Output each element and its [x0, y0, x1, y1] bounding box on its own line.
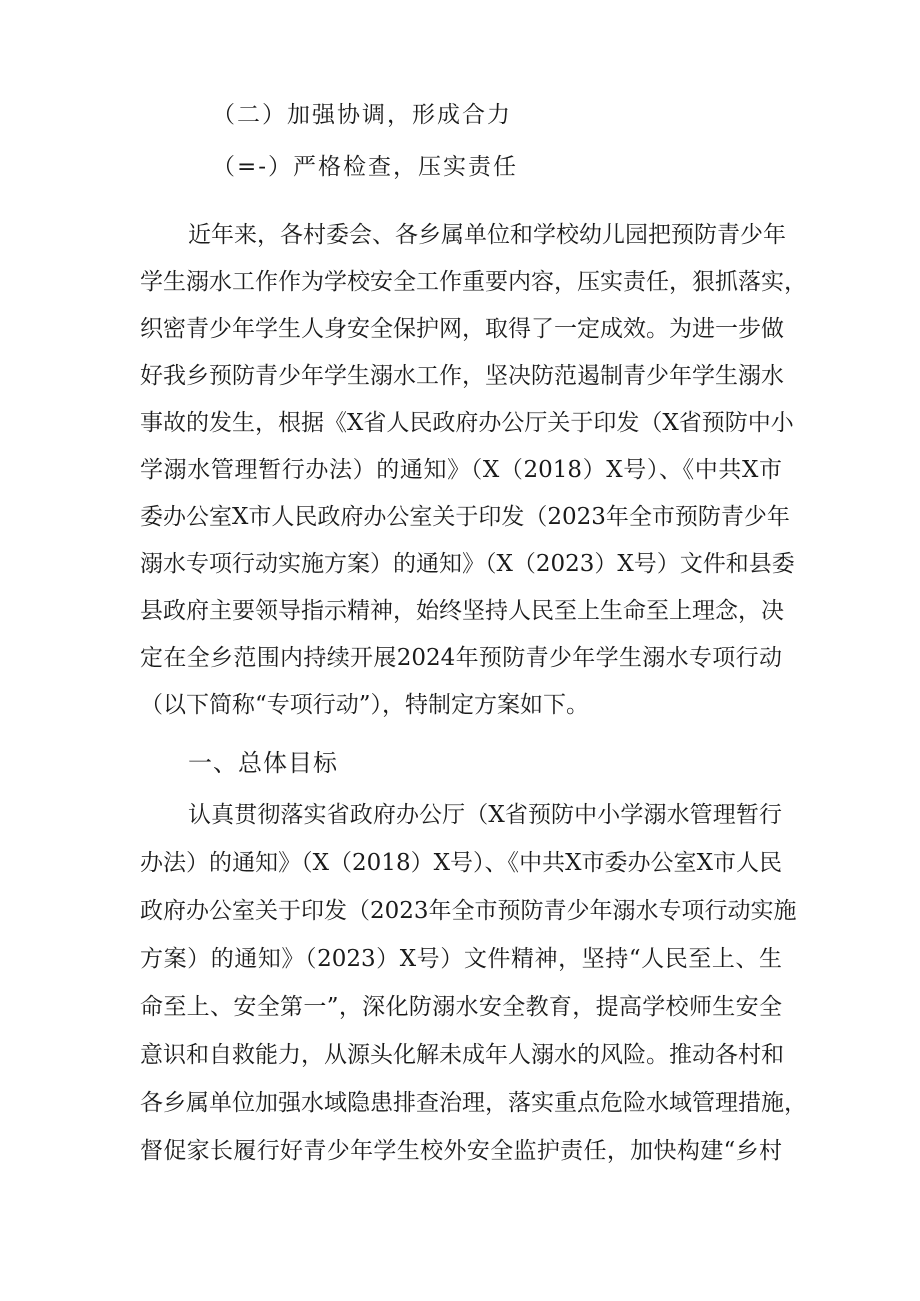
paragraph-line: 命至上、安全第一”，深化防溺水安全教育，提高学校师生安全	[140, 994, 782, 1020]
heading-item-3: （=-）严格检查，压实责任	[212, 154, 519, 180]
paragraph-line: 办法）的通知》（X（2018）X号）、《中共X市委办公室X市人民	[140, 850, 782, 876]
paragraph-line: 委办公室X市人民政府办公室关于印发（2023年全市预防青少年	[140, 504, 790, 530]
paragraph-line: 好我乡预防青少年学生溺水工作，坚决防范遏制青少年学生溺水	[140, 363, 784, 389]
paragraph-line: （以下简称“专项行动”），特制定方案如下。	[140, 692, 590, 718]
paragraph-line: 学溺水管理暂行办法）的通知》（X（2018）X号）、《中共X市	[140, 457, 782, 483]
paragraph-line: 方案）的通知》（2023）X号）文件精神，坚持“人民至上、生	[140, 946, 782, 972]
paragraph-line: 织密青少年学生人身安全保护网，取得了一定成效。为进一步做	[140, 316, 784, 342]
paragraph-line: 学生溺水工作作为学校安全工作重要内容，压实责任，狠抓落实，	[140, 269, 807, 295]
paragraph-line: 近年来，各村委会、各乡属单位和学校幼儿园把预防青少年	[188, 222, 786, 248]
paragraph-line: 督促家长履行好青少年学生校外安全监护责任，加快构建“乡村	[140, 1138, 782, 1164]
paragraph-line: 认真贯彻落实省政府办公厅（X省预防中小学溺水管理暂行	[188, 802, 782, 828]
heading-item-2: （二）加强协调，形成合力	[212, 102, 512, 128]
paragraph-line: 县政府主要领导指示精神，始终坚持人民至上生命至上理念，决	[140, 598, 784, 624]
paragraph-line: 定在全乡范围内持续开展2024年预防青少年学生溺水专项行动	[140, 645, 782, 671]
paragraph-line: 溺水专项行动实施方案）的通知》（X（2023）X号）文件和县委	[140, 551, 795, 577]
paragraph-line: 各乡属单位加强水域隐患排查治理，落实重点危险水域管理措施，	[140, 1090, 807, 1116]
paragraph-line: 政府办公室关于印发（2023年全市预防青少年溺水专项行动实施	[140, 898, 797, 924]
paragraph-line: 事故的发生，根据《X省人民政府办公厅关于印发（X省预防中小	[140, 410, 794, 436]
paragraph-line: 意识和自救能力，从源头化解未成年人溺水的风险。推动各村和	[140, 1042, 784, 1068]
section-title: 一、总体目标	[188, 749, 338, 777]
